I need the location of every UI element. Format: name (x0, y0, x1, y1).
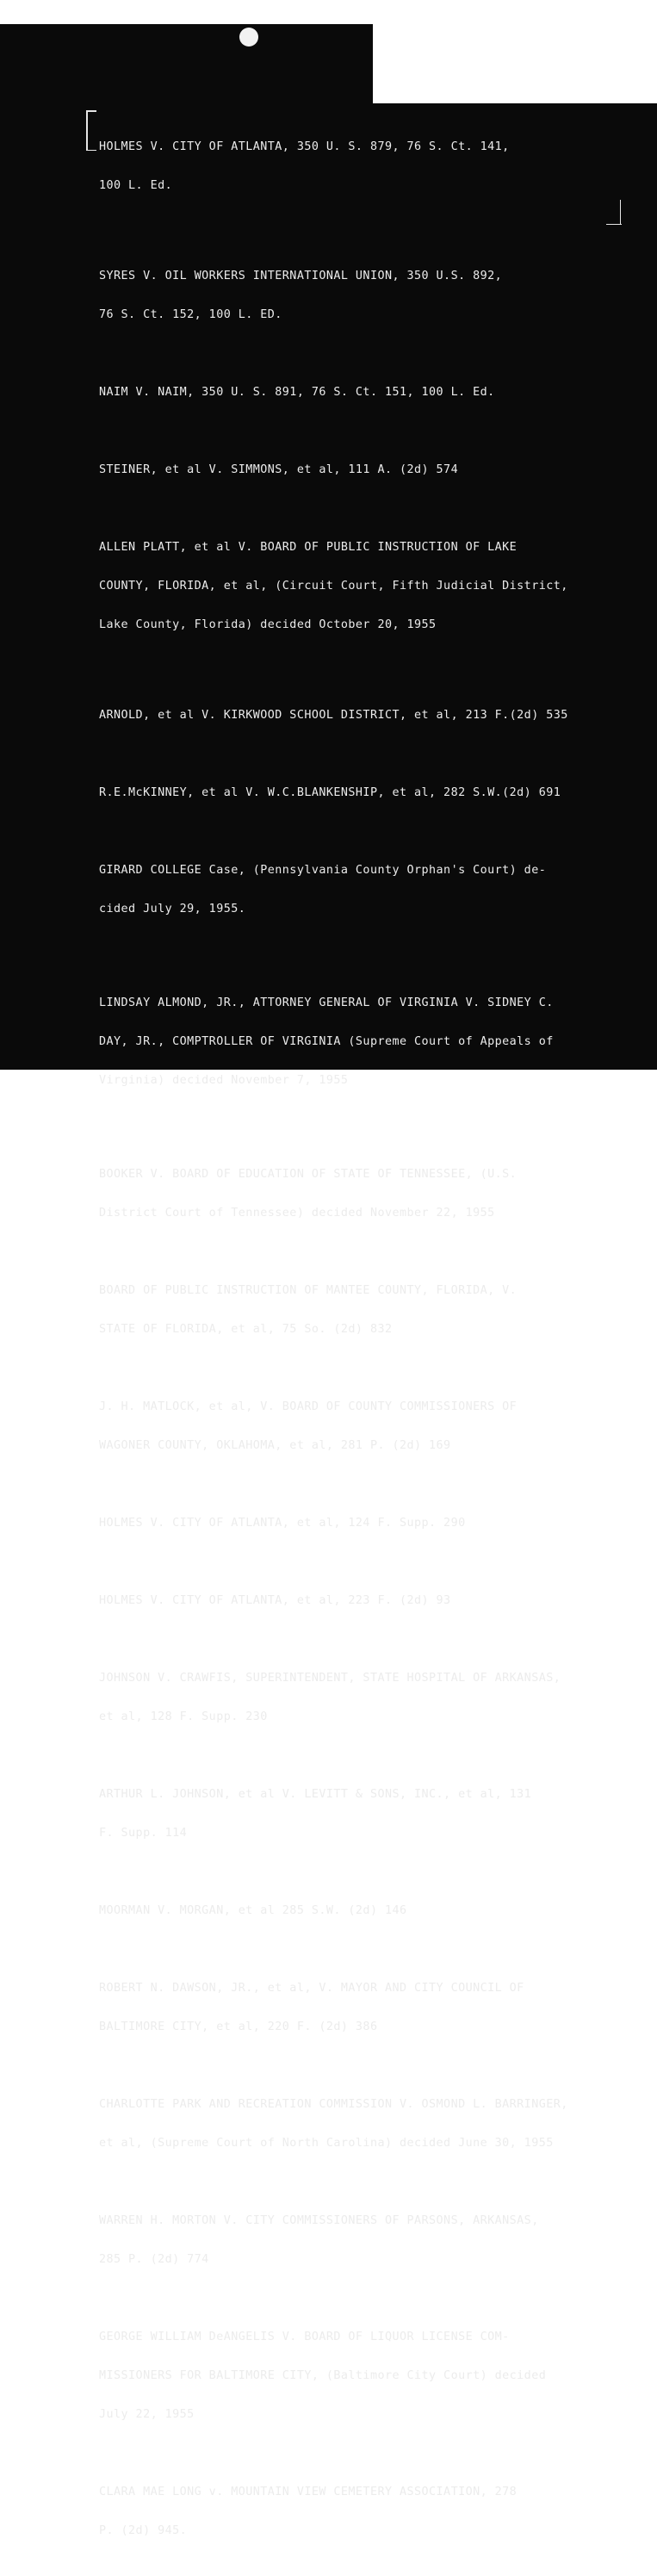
citation-entry (99, 1375, 607, 1478)
citation-line: cided July 29, 1955. (99, 903, 246, 916)
citation-line: F. Supp. 114 (99, 1827, 188, 1840)
citation-line: CLARA MAE LONG v. MOUNTAIN VIEW CEMETERY ASSOCIATION, 278 (99, 2486, 518, 2498)
citation-line: MOORMAN V. MORGAN, et al 285 S.W. (2d) 146 (99, 1904, 407, 1917)
citation-entry (99, 1258, 607, 1362)
citation-line: NAIM V. NAIM, 350 U. S. 891, 76 S. Ct. 151, 100 L. Ed. (99, 386, 495, 399)
citation-line: CHARLOTTE PARK AND RECREATION COMMISSION V. OSMOND L. BARRINGER, (99, 2098, 568, 2111)
citation-line: et al, (Supreme Court of North Carolina) decided June 30, 1955 (99, 2137, 554, 2150)
citation-line: WAGONER COUNTY, OKLAHOMA, et al, 281 P. (2d) 169 (99, 1439, 451, 1452)
citation-entry (99, 438, 607, 502)
citation-entry (99, 515, 607, 657)
citation-line: R.E.McKINNEY, et al V. W.C.BLANKENSHIP, et al, 282 S.W.(2d) 691 (99, 786, 561, 799)
citation-line: July 22, 1955 (99, 2408, 195, 2421)
citation-entry (99, 1646, 607, 1749)
citation-entry (99, 838, 607, 941)
citation-line: HOLMES V. CITY OF ATLANTA, et al, 223 F. (2d) 93 (99, 1594, 451, 1607)
citation-line: P. (2d) 945. (99, 2524, 188, 2537)
citation-line: COUNTY, FLORIDA, et al, (Circuit Court, Fifth Judicial District, (99, 580, 568, 593)
handwritten-margin-mark-foot (606, 224, 622, 225)
citation-line: HOLMES V. CITY OF ATLANTA, 350 U. S. 879, 76 S. Ct. 141, (99, 140, 510, 153)
citation-line: ARTHUR L. JOHNSON, et al V. LEVITT & SONS, INC., et al, 131 (99, 1788, 532, 1801)
citation-line: STEINER, et al V. SIMMONS, et al, 111 A. (2d) 574 (99, 463, 459, 476)
citation-entry (99, 683, 607, 748)
citation-line: SYRES V. OIL WORKERS INTERNATIONAL UNION, 350 U.S. 892, (99, 270, 503, 282)
citation-line: STATE OF FLORIDA, et al, 75 So. (2d) 832 (99, 1323, 393, 1336)
citation-line: J. H. MATLOCK, et al, V. BOARD OF COUNTY COMMISSIONERS OF (99, 1400, 518, 1413)
citation-entry (99, 1956, 607, 2059)
citation-line: DAY, JR., COMPTROLLER OF VIRGINIA (Supreme Court of Appeals of (99, 1035, 554, 1048)
citation-entry (99, 1491, 607, 1555)
citation-line: BALTIMORE CITY, et al, 220 F. (2d) 386 (99, 2020, 378, 2033)
citation-line: 76 S. Ct. 152, 100 L. ED. (99, 308, 282, 321)
citation-line: JOHNSON V. CRAWFIS, SUPERINTENDENT, STATE HOSPITAL OF ARKANSAS, (99, 1672, 561, 1685)
citation-entry (99, 1568, 607, 1633)
citation-line: Virginia) decided November 7, 1955 (99, 1074, 349, 1087)
citation-entry (99, 360, 607, 425)
citation-line: District Court of Tennessee) decided November 22, 1955 (99, 1207, 495, 1220)
citation-line: WARREN H. MORTON V. CITY COMMISSIONERS OF PARSONS, ARKANSAS, (99, 2214, 539, 2227)
scan-corner-notch (373, 0, 657, 103)
citation-line: LINDSAY ALMOND, JR., ATTORNEY GENERAL OF VIRGINIA V. SIDNEY C. (99, 996, 554, 1009)
citation-entry (99, 2188, 607, 2292)
citation-list (99, 115, 607, 2576)
citation-line: BOOKER V. BOARD OF EDUCATION OF STATE OF TENNESSEE, (U.S. (99, 1168, 518, 1181)
citation-entry (99, 1878, 607, 1943)
citation-line: ALLEN PLATT, et al V. BOARD OF PUBLIC INSTRUCTION OF LAKE (99, 541, 518, 554)
citation-entry (99, 2072, 607, 2176)
citation-line: HOLMES V. CITY OF ATLANTA, et al, 124 F. Supp. 290 (99, 1517, 466, 1530)
citation-entry (99, 971, 607, 1113)
citation-line: GIRARD COLLEGE Case, (Pennsylvania County Orphan's Court) de- (99, 864, 547, 877)
punch-hole (239, 28, 258, 47)
citation-line: Lake County, Florida) decided October 20, 1955 (99, 618, 437, 631)
citation-entry (99, 2460, 607, 2563)
citation-entry (99, 1142, 607, 1245)
citation-line: 100 L. Ed. (99, 179, 173, 192)
citation-entry (99, 115, 607, 218)
citation-line: 285 P. (2d) 774 (99, 2253, 209, 2266)
citation-entry (99, 2305, 607, 2447)
citation-line: ROBERT N. DAWSON, JR., et al, V. MAYOR AND CITY COUNCIL OF (99, 1982, 524, 1995)
citation-line: ARNOLD, et al V. KIRKWOOD SCHOOL DISTRICT, et al, 213 F.(2d) 535 (99, 709, 568, 722)
citation-entry (99, 1762, 607, 1865)
citation-entry (99, 244, 607, 347)
citation-entry (99, 760, 607, 825)
citation-line: MISSIONERS FOR BALTIMORE CITY, (Baltimore City Court) decided (99, 2369, 547, 2382)
handwritten-bracket-mark (86, 110, 96, 151)
citation-line: et al, 128 F. Supp. 230 (99, 1710, 268, 1723)
handwritten-margin-mark (620, 200, 621, 224)
citation-line: GEORGE WILLIAM DeANGELIS V. BOARD OF LIQUOR LICENSE COM- (99, 2331, 510, 2343)
citation-line: BOARD OF PUBLIC INSTRUCTION OF MANTEE COUNTY, FLORIDA, V. (99, 1284, 518, 1297)
